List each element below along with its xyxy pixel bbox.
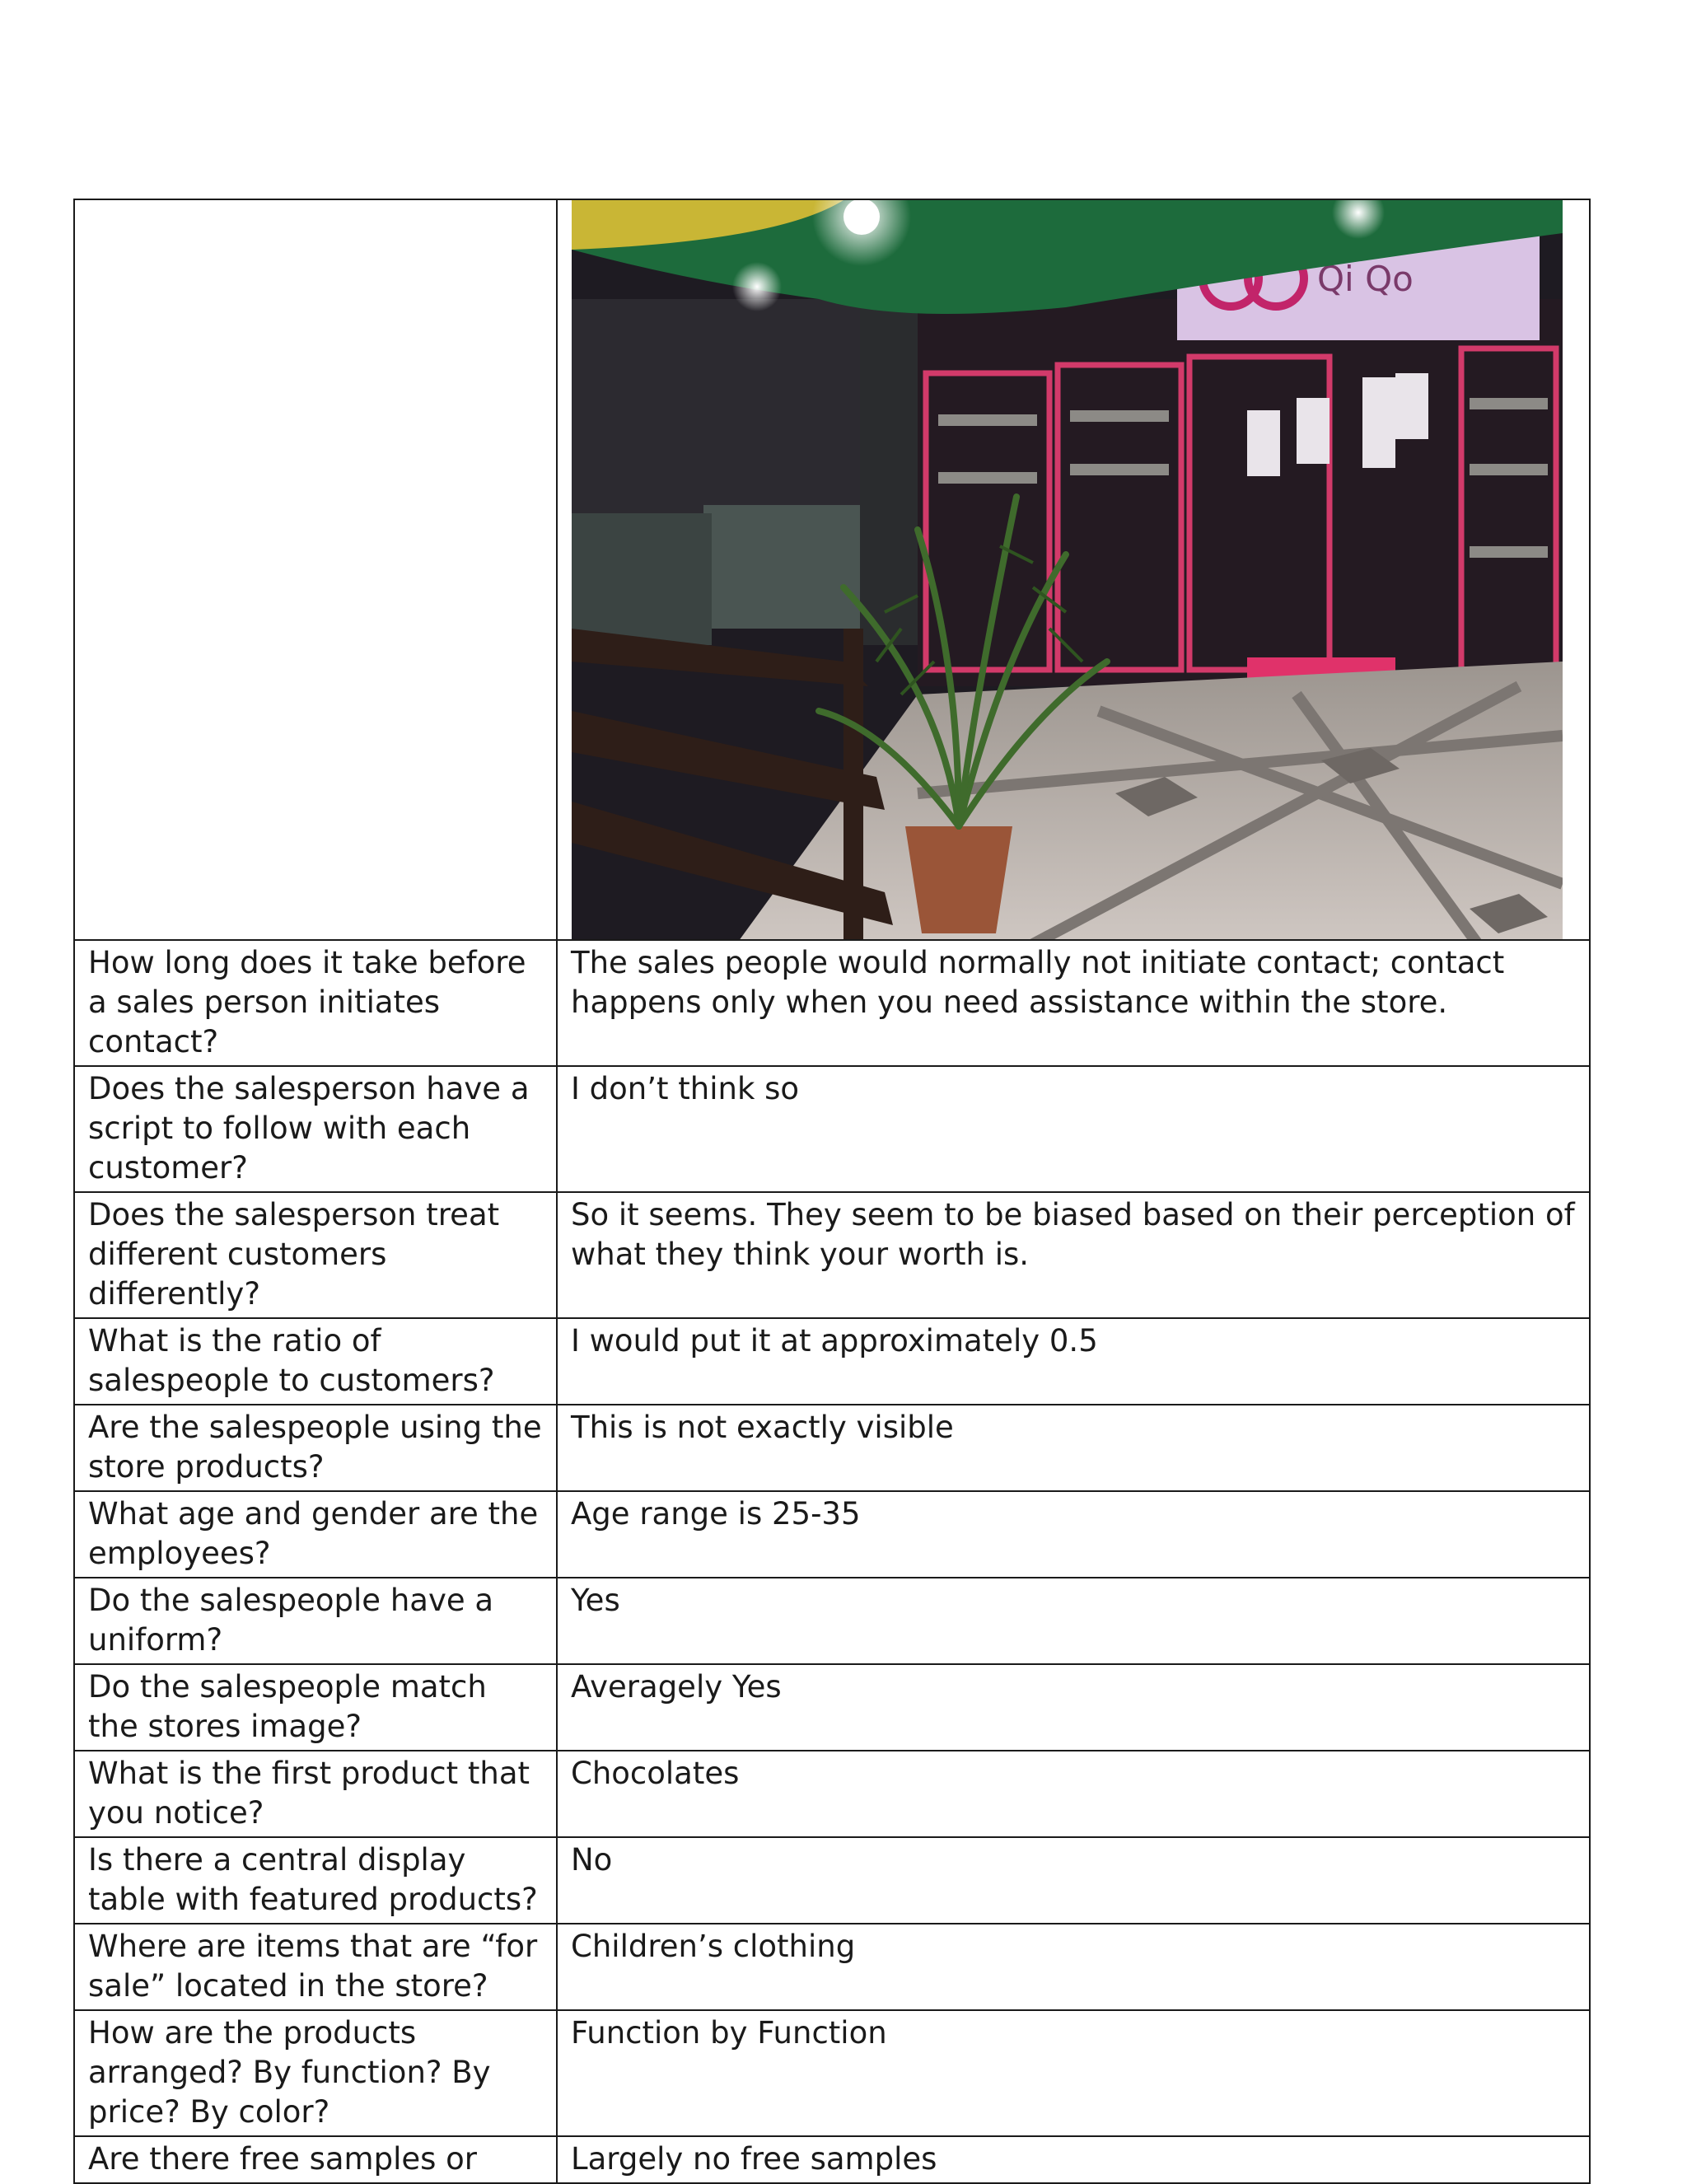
answer-cell: Age range is 25-35: [557, 1491, 1590, 1578]
question-cell: Are there free samples or: [74, 2136, 557, 2183]
answer-cell: No: [557, 1837, 1590, 1924]
answer-cell: So it seems. They seem to be biased based on their perception of what they think your worth is.: [557, 1192, 1590, 1318]
answer-cell: Yes: [557, 1578, 1590, 1664]
question-cell: What is the first product that you notice?: [74, 1751, 557, 1837]
table-row: [74, 1192, 1590, 1318]
answer-cell: Function by Function: [557, 2010, 1590, 2136]
photo-row: [74, 199, 1590, 940]
table-row: [74, 1924, 1590, 2010]
table-row: [74, 2010, 1590, 2136]
photo-cell: [557, 199, 1590, 940]
question-cell: Do the salespeople have a uniform?: [74, 1578, 557, 1664]
question-cell: How long does it take before a sales person initiates contact?: [74, 940, 557, 1066]
question-cell: Is there a central display table with featured products?: [74, 1837, 557, 1924]
question-cell: What age and gender are the employees?: [74, 1491, 557, 1578]
question-cell: What is the ratio of salespeople to customers?: [74, 1318, 557, 1405]
table-row: [74, 1066, 1590, 1192]
table-row: [74, 1664, 1590, 1751]
table-row: [74, 1318, 1590, 1405]
table-row: [74, 1837, 1590, 1924]
survey-table: [73, 199, 1591, 2184]
table-row: [74, 2136, 1590, 2183]
sign-text: Qi Qo: [1317, 259, 1414, 299]
table-row: [74, 1405, 1590, 1491]
answer-cell: The sales people would normally not initiate contact; contact happens only when you need assistance within the store.: [557, 940, 1590, 1066]
table-row: [74, 1578, 1590, 1664]
answer-cell: This is not exactly visible: [557, 1405, 1590, 1491]
answer-cell: Chocolates: [557, 1751, 1590, 1837]
table-row: [74, 1751, 1590, 1837]
table-row: [74, 1491, 1590, 1578]
question-cell: Do the salespeople match the stores image?: [74, 1664, 557, 1751]
question-cell: How are the products arranged? By function? By price? By color?: [74, 2010, 557, 2136]
empty-question-cell: [74, 199, 557, 940]
answer-cell: I don’t think so: [557, 1066, 1590, 1192]
answer-cell: Averagely Yes: [557, 1664, 1590, 1751]
question-cell: Where are items that are “for sale” located in the store?: [74, 1924, 557, 2010]
answer-cell: Largely no free samples: [557, 2136, 1590, 2183]
question-cell: Does the salesperson have a script to follow with each customer?: [74, 1066, 557, 1192]
answer-cell: I would put it at approximately 0.5: [557, 1318, 1590, 1405]
question-cell: Does the salesperson treat different customers differently?: [74, 1192, 557, 1318]
store-photo: [572, 200, 1563, 940]
question-cell: Are the salespeople using the store products?: [74, 1405, 557, 1491]
answer-cell: Children’s clothing: [557, 1924, 1590, 2010]
table-row: [74, 940, 1590, 1066]
